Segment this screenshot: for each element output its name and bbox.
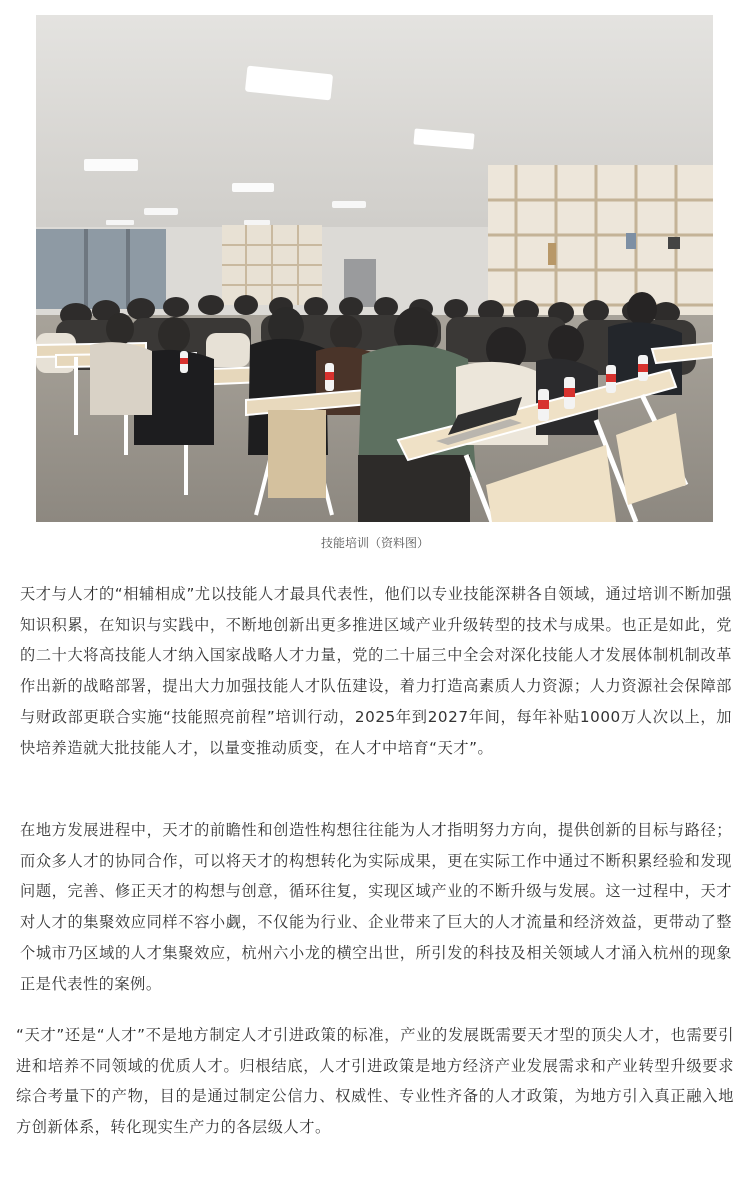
article-paragraph: “天才”还是“人才”不是地方制定人才引进政策的标准，产业的发展既需要天才型的顶尖人才，也需要引进和培养不同领域的优质人才。归根结底，人才引进政策是地方经济产业发展需求和产业转型升级要求综合考量下的产物，目的是通过制定公信力、权威性、专业性齐备的人才政策，为地方引入真正融入地方创新体系，转化现实生产力的各层级人才。 (16, 1026, 734, 1137)
article-paragraph: 在地方发展进程中，天才的前瞻性和创造性构想往往能为人才指明努力方向，提供创新的目标与路径；而众多人才的协同合作，可以将天才的构想转化为实际成果，更在实际工作中通过不断积累经验和发现问题，完善、修正天才的构想与创意，循环往复，实现区域产业的不断升级与发展。这一过程中，天才对人才的集聚效应同样不容小觑，不仅能为行业、企业带来了巨大的人才流量和经济效益，更带动了整个城市乃区域的人才集聚效应，杭州六小龙的横空出世，所引发的科技及相关领域人才涌入杭州的现象正是代表性的案例。 (20, 821, 732, 993)
photo-caption: 技能培训（资料图） (320, 536, 429, 550)
training-photo (36, 15, 713, 522)
article-paragraph: 天才与人才的“相辅相成”尤以技能人才最具代表性，他们以专业技能深耕各自领域，通过培训不断加强知识积累，在知识与实践中，不断地创新出更多推进区域产业升级转型的技术与成果。也正是如此，党的二十大将高技能人才纳入国家战略人才力量，党的二十届三中全会对深化技能人才发展体制机制改革作出新的战略部署，提出大力加强技能人才队伍建设，着力打造高素质人力资源；人力资源社会保障部与财政部更联合实施“技能照亮前程”培训行动，2025年到2027年间，每年补贴1000万人次以上，加快培养造就大批技能人才，以量变推动质变，在人才中培育“天才”。 (20, 585, 732, 757)
classroom-illustration (36, 15, 713, 522)
